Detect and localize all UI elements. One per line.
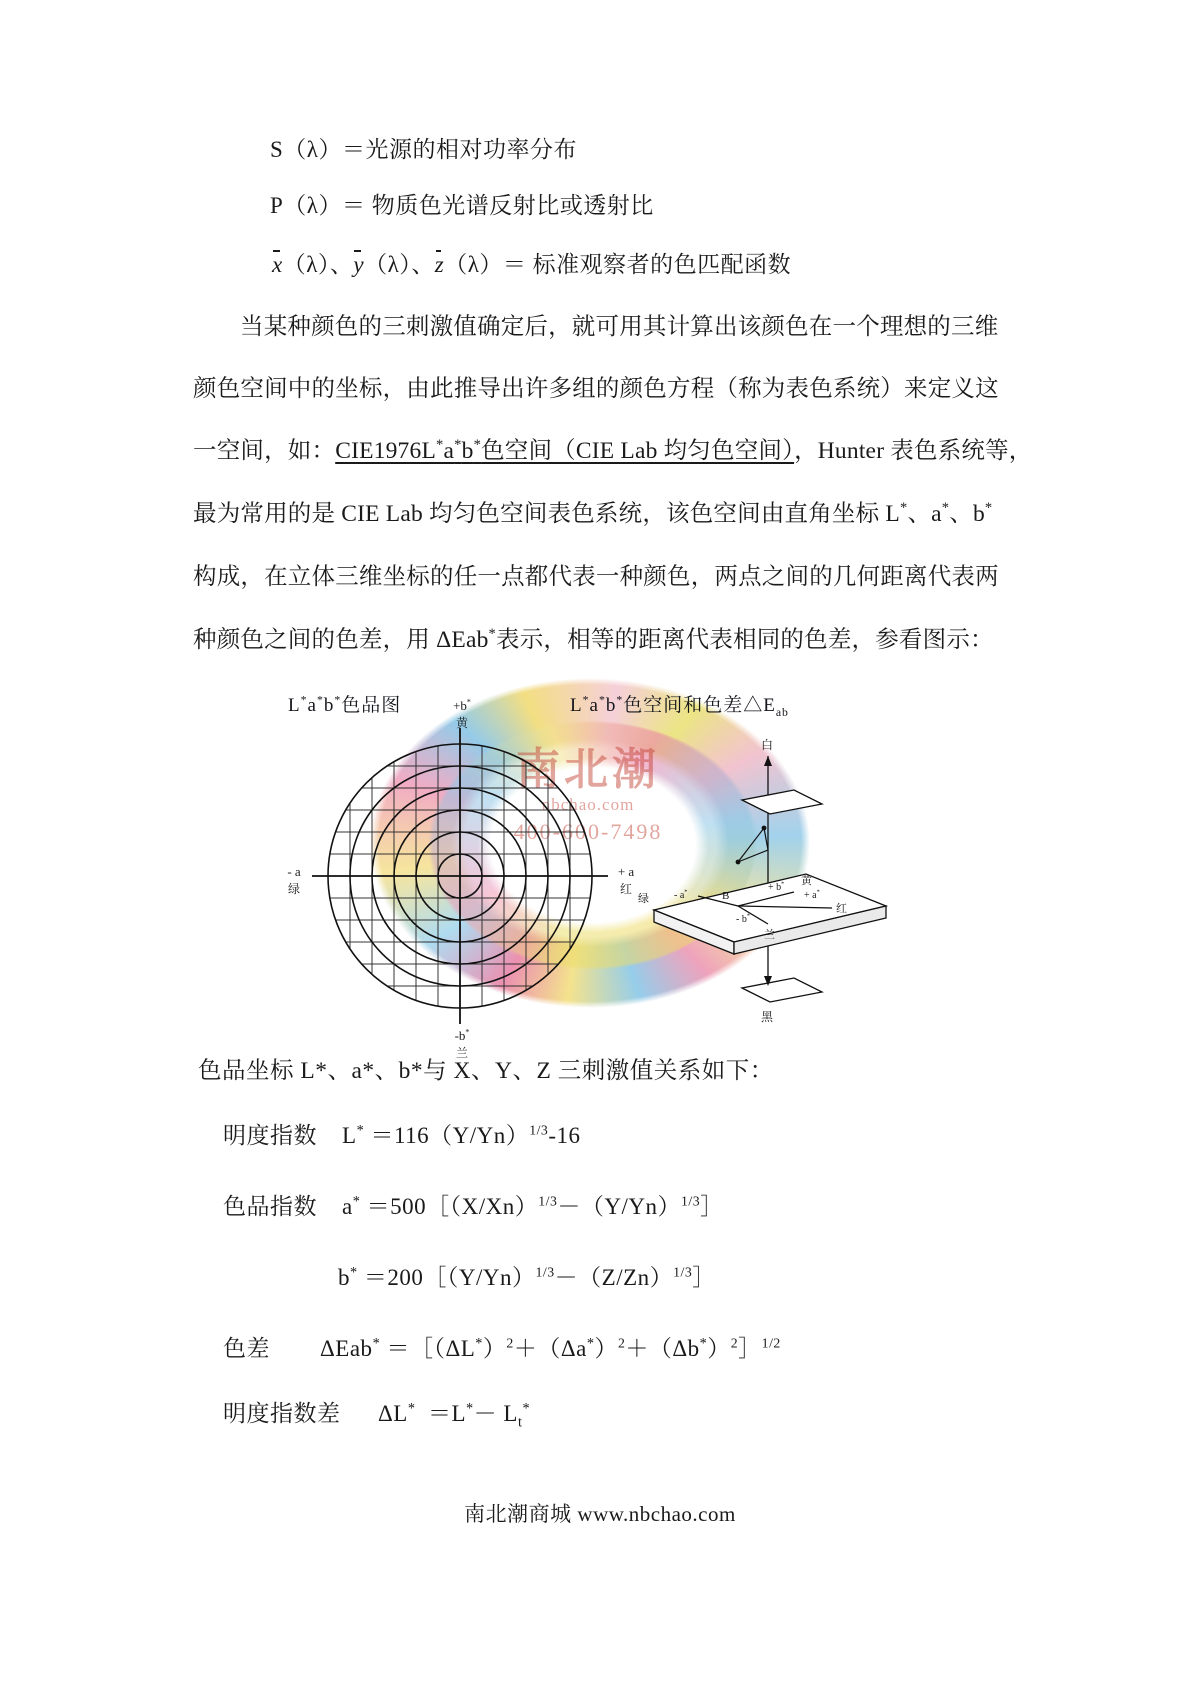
- eq-a-body-3: ］: [700, 1194, 724, 1219]
- caption-left-d: 色品图: [341, 695, 402, 716]
- solid-label-white: 白: [761, 738, 774, 752]
- eq-symbol-L: L: [342, 1123, 357, 1148]
- cmf-y-symbol: y: [353, 249, 364, 279]
- paragraph-line-4-c: 、b: [949, 501, 985, 527]
- paragraph-line-1: 当某种颜色的三刺激值确定后，就可用其计算出该颜色在一个理想的三维: [240, 314, 999, 340]
- eq-d-body-4: ）: [594, 1336, 618, 1361]
- star-2: *: [454, 437, 462, 454]
- star-21: *: [352, 1193, 361, 1210]
- star-11: *: [582, 693, 590, 707]
- star-8: *: [300, 693, 308, 707]
- paragraph-line-3-suffix: ，Hunter 表色系统等，: [794, 438, 1033, 464]
- star-25: *: [586, 1335, 595, 1352]
- eq-a-exp-2: 1/3: [680, 1193, 701, 1209]
- cie-lab-link[interactable]: [335, 438, 794, 464]
- solid-plus-b-text: + b: [768, 882, 782, 893]
- chroma-label-green: 绿: [287, 882, 300, 896]
- eq-d-body-2: ）: [482, 1336, 507, 1361]
- chroma-label-blue: 兰: [455, 1046, 468, 1060]
- solid-minus-b-text: - b: [736, 914, 747, 925]
- eq-label-lightness: 明度指数: [223, 1123, 317, 1148]
- star-28: *: [466, 1400, 474, 1417]
- eq-d-body-7: ］: [738, 1336, 762, 1361]
- cie-lab-text-c: b: [461, 438, 474, 464]
- star-10: *: [334, 693, 342, 707]
- star-1: *: [436, 437, 444, 454]
- watermark-phone: 400-600-7498: [513, 819, 663, 844]
- equation-chromaticity-b: [338, 1264, 716, 1292]
- eq-a-body-2: －（Y/Yn）: [557, 1194, 681, 1219]
- color-space-solid-diagram: [618, 738, 898, 1032]
- chroma-label-red: 红: [619, 882, 632, 896]
- cmf-x-lambda: （λ）、: [282, 252, 354, 277]
- star-27: *: [407, 1400, 416, 1417]
- cie-lab-text-d: 色空间（CIE Lab 均匀色空间）: [481, 438, 795, 464]
- cie-lab-text-b: a: [443, 438, 455, 464]
- eq-b-body-2: －（Z/Zn）: [554, 1265, 674, 1290]
- solid-label-point-b: B: [722, 890, 730, 902]
- cmf-y-lambda: （λ）、: [364, 252, 435, 277]
- eq-l-body-1: ＝L: [427, 1401, 467, 1426]
- eq-d-body-1: ＝［（ΔL: [386, 1336, 476, 1361]
- eq-symbol-a: a: [342, 1194, 353, 1219]
- star-24: *: [475, 1335, 483, 1352]
- star-4: *: [899, 500, 908, 517]
- eq-body-2: -16: [548, 1123, 581, 1148]
- star-18: *: [816, 888, 820, 896]
- eq-symbol-dL: ΔL: [378, 1401, 408, 1426]
- solid-minus-a-text: - a: [674, 890, 685, 901]
- equation-chromaticity-a: [223, 1193, 724, 1221]
- star-23: *: [372, 1335, 381, 1352]
- eq-exp-1: 1/3: [529, 1122, 549, 1138]
- paragraph-line-3-prefix: 一空间，如：: [193, 438, 336, 464]
- cmf-z-lambda: （λ）＝: [444, 252, 527, 277]
- formula-color-matching-functions: [272, 249, 791, 279]
- solid-plus-a-text: + a: [804, 890, 817, 901]
- eq-d-body-3: ＋（Δa: [513, 1336, 587, 1361]
- cmf-x-symbol: x: [272, 249, 283, 279]
- star-19: *: [746, 912, 750, 920]
- star-22: *: [350, 1264, 358, 1281]
- equation-lightness-difference: [223, 1400, 531, 1431]
- cmf-z-symbol: z: [435, 249, 444, 279]
- paragraph-line-2: 颜色空间中的坐标，由此推导出许多组的颜色方程（称为表色系统）来定义这: [193, 376, 999, 402]
- paragraph-line-6-a: 种颜色之间的色差，用 ΔEab: [193, 627, 489, 653]
- paragraph-line-5: 构成，在立体三维坐标的任一点都代表一种颜色，两点之间的几何距离代表两: [193, 564, 999, 590]
- eq-d-exp-3: 2: [730, 1335, 739, 1351]
- cie-lab-text-a: CIE1976L: [335, 438, 437, 464]
- page-footer: 南北潮商城 www.nbchao.com: [464, 1502, 736, 1526]
- eq-d-exp-1: 2: [506, 1335, 514, 1351]
- paragraph-line-4-b: 、a: [907, 501, 942, 527]
- chroma-label-plus-b: [440, 698, 484, 731]
- eq-a-exp-1: 1/3: [538, 1193, 558, 1209]
- eq-b-exp-1: 1/3: [535, 1264, 555, 1280]
- solid-label-minus-a: [674, 890, 687, 901]
- paragraph-line-4: [193, 500, 1009, 527]
- star-12: *: [598, 693, 606, 707]
- star-9: *: [316, 693, 324, 707]
- eq-l-sub-1: t: [517, 1414, 523, 1431]
- eq-d-body-5: ＋（Δb: [625, 1336, 700, 1361]
- formula-p-lambda: P（λ）＝ 物质色光谱反射比或透射比: [270, 193, 654, 218]
- eq-d-body-6: ）: [707, 1336, 731, 1361]
- solid-label-black: 黑: [761, 1010, 774, 1024]
- figure-caption-right: [570, 690, 789, 717]
- eq-b-body-3: ］: [692, 1265, 716, 1290]
- solid-label-red: 红: [836, 903, 847, 915]
- caption-right-d: 色空间和色差△E: [623, 695, 776, 716]
- caption-right-b: a: [589, 695, 599, 716]
- caption-left-a: L: [288, 695, 301, 716]
- star-29: *: [522, 1400, 531, 1417]
- figure-caption-left: [288, 690, 401, 717]
- solid-label-plus-a: [804, 890, 820, 901]
- star-3: *: [473, 437, 482, 454]
- caption-left-b: a: [307, 695, 317, 716]
- caption-right-sub: ab: [775, 705, 789, 719]
- eq-symbol-dEab: ΔEab: [320, 1336, 373, 1361]
- eq-label-chroma-a: 色品指数: [223, 1194, 317, 1219]
- star-15: *: [465, 1027, 470, 1037]
- star-16: *: [684, 888, 688, 896]
- chroma-plus-a-text: + a: [617, 864, 635, 879]
- eq-label-lightness-diff: 明度指数差: [223, 1401, 341, 1426]
- chroma-plus-b-text: +b: [453, 698, 467, 713]
- equation-lightness-index: [223, 1122, 581, 1150]
- star-26: *: [699, 1335, 708, 1352]
- paragraph-line-6: [193, 626, 1009, 653]
- relation-heading: 色品坐标 L*、a*、b*与 X、Y、Z 三刺激值关系如下：: [198, 1058, 774, 1084]
- star-5: *: [941, 500, 950, 517]
- cmf-definition: 标准观察者的色匹配函数: [532, 252, 792, 277]
- paragraph-line-4-a: 最为常用的是 CIE Lab 均匀色空间表色系统，该色空间由直角坐标 L: [193, 501, 900, 527]
- eq-b-exp-2: 1/3: [673, 1264, 693, 1280]
- formula-s-lambda: S（λ）＝光源的相对功率分布: [270, 137, 577, 162]
- cie-lab-figure: [287, 672, 898, 1060]
- caption-left-c: b: [323, 695, 335, 716]
- chroma-label-minus-a: [276, 864, 312, 897]
- eq-label-color-diff: 色差: [223, 1336, 270, 1361]
- solid-label-blue: 兰: [764, 929, 775, 941]
- caption-right-c: b: [605, 695, 617, 716]
- star-13: *: [616, 693, 624, 707]
- paragraph-line-3: [193, 437, 1033, 464]
- eq-l-body-2: － L: [473, 1401, 518, 1426]
- chroma-minus-a-text: - a: [287, 864, 301, 879]
- eq-symbol-b: b: [338, 1265, 350, 1290]
- solid-label-yellow: 黄: [801, 875, 812, 887]
- eq-d-exp-2: 2: [617, 1335, 626, 1351]
- chroma-label-yellow: 黄: [455, 716, 468, 730]
- watermark-brand: 南北潮: [516, 745, 660, 794]
- eq-body-1: ＝116（Y/Yn）: [370, 1123, 530, 1148]
- paragraph-line-6-b: 表示，相等的距离代表相同的色差，参看图示：: [496, 627, 994, 653]
- solid-label-minus-b: [736, 914, 750, 925]
- star-17: *: [781, 880, 785, 888]
- eq-d-exp-4: 1/2: [761, 1335, 781, 1351]
- eq-a-body-1: ＝500［（X/Xn）: [366, 1194, 539, 1219]
- star-14: *: [466, 697, 471, 707]
- solid-label-green: 绿: [638, 893, 649, 905]
- caption-right-a: L: [570, 695, 583, 716]
- star-6: *: [984, 500, 993, 517]
- watermark-url: nbchao.com: [541, 795, 635, 814]
- equation-color-difference: [223, 1335, 781, 1363]
- eq-b-body-1: ＝200［（Y/Yn）: [363, 1265, 536, 1290]
- star-20: *: [356, 1122, 365, 1139]
- star-7: *: [488, 626, 497, 643]
- chroma-minus-b-text: -b: [454, 1028, 466, 1043]
- solid-label-plus-b: [768, 882, 784, 893]
